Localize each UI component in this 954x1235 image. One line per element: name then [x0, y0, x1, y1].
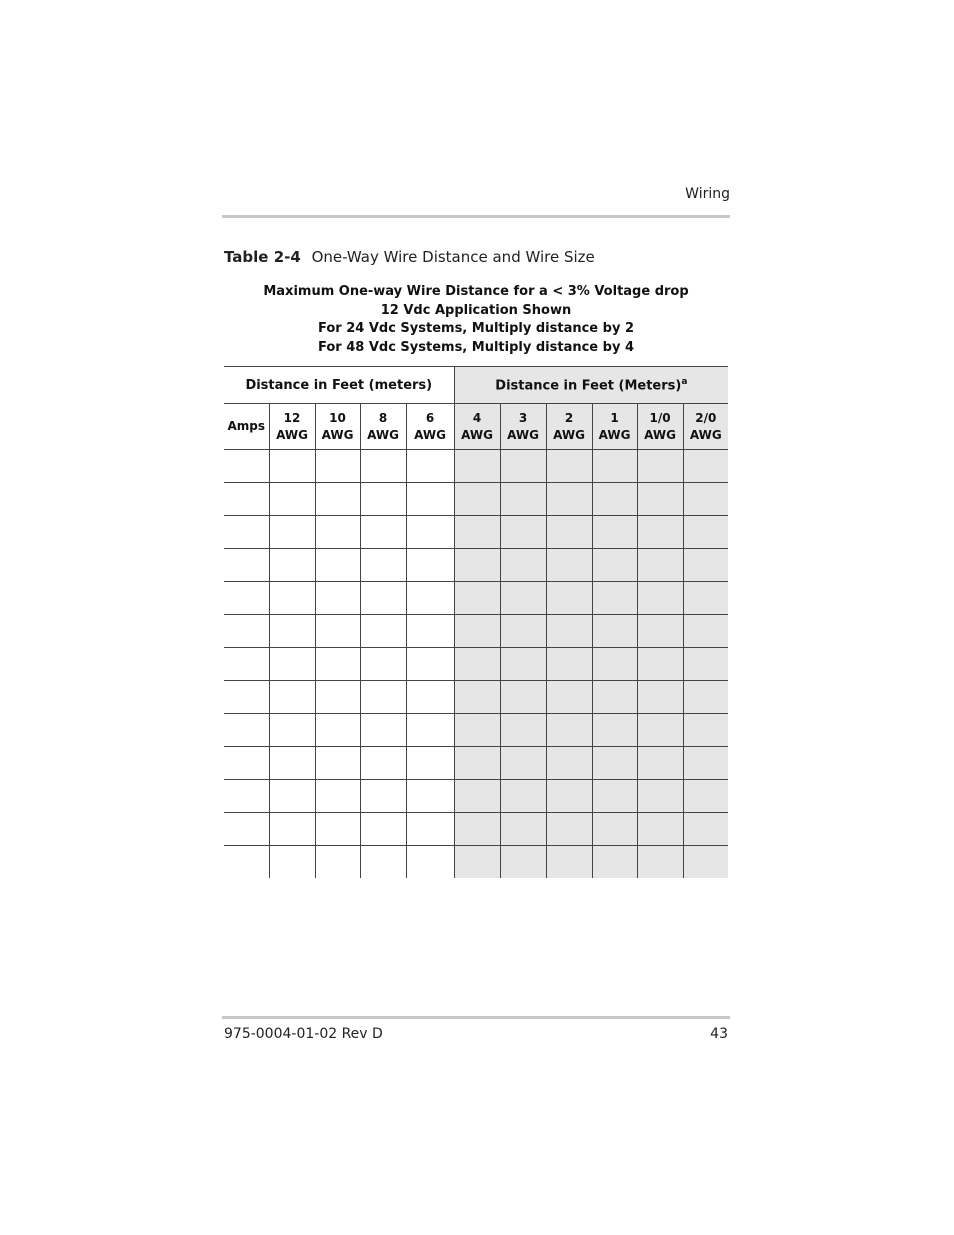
- wire-size-header: [269, 404, 315, 450]
- wire-size-header: [406, 404, 454, 450]
- table-row: [224, 615, 728, 648]
- distance-cell: [360, 681, 406, 714]
- table-caption-title: One-Way Wire Distance and Wire Size: [311, 248, 595, 266]
- distance-cell: [315, 846, 360, 879]
- wire-size-gauge: 3: [518, 410, 528, 425]
- wire-size-header: [454, 404, 500, 450]
- distance-cell: [637, 846, 683, 879]
- distance-cell: [269, 780, 315, 813]
- distance-cell: [406, 483, 454, 516]
- distance-cell: [315, 714, 360, 747]
- table-row: [224, 813, 728, 846]
- distance-cell: [269, 615, 315, 648]
- distance-cell: [592, 615, 637, 648]
- wire-size-gauge: 4: [472, 410, 482, 425]
- distance-cell: [637, 483, 683, 516]
- distance-cell: [269, 450, 315, 483]
- amps-cell: [224, 450, 269, 483]
- wire-size-header: [360, 404, 406, 450]
- distance-cell: [500, 714, 546, 747]
- table-row: [224, 747, 728, 780]
- distance-cell: [637, 813, 683, 846]
- wire-size-gauge: 1: [610, 410, 619, 425]
- wire-size-unit: AWG: [367, 427, 399, 442]
- distance-cell: [454, 747, 500, 780]
- distance-cell: [315, 780, 360, 813]
- distance-cell: [500, 549, 546, 582]
- amps-cell: [224, 747, 269, 780]
- table-note: For 48 Vdc Systems, Multiply distance by 4: [317, 340, 634, 356]
- wire-size-header: [637, 404, 683, 450]
- distance-cell: [454, 483, 500, 516]
- distance-cell: [500, 483, 546, 516]
- distance-cell: [269, 582, 315, 615]
- distance-cell: [500, 582, 546, 615]
- distance-cell: [454, 648, 500, 681]
- distance-cell: [269, 846, 315, 879]
- distance-cell: [637, 780, 683, 813]
- group-header-left: Distance in Feet (meters): [224, 367, 454, 404]
- distance-cell: [683, 747, 728, 780]
- distance-cell: [315, 747, 360, 780]
- distance-cell: [406, 813, 454, 846]
- distance-cell: [315, 615, 360, 648]
- table-row: [224, 780, 728, 813]
- distance-cell: [592, 681, 637, 714]
- wire-size-gauge: 6: [425, 410, 435, 425]
- distance-cell: [454, 615, 500, 648]
- distance-cell: [500, 813, 546, 846]
- distance-cell: [500, 747, 546, 780]
- distance-cell: [360, 846, 406, 879]
- table-row: [224, 516, 728, 549]
- distance-cell: [360, 483, 406, 516]
- table-row: [224, 846, 728, 879]
- distance-cell: [683, 714, 728, 747]
- amps-cell: [224, 483, 269, 516]
- wire-size-unit: AWG: [507, 427, 539, 442]
- distance-cell: [406, 747, 454, 780]
- distance-cell: [683, 582, 728, 615]
- wire-size-unit: AWG: [644, 427, 676, 442]
- distance-cell: [637, 516, 683, 549]
- distance-cell: [454, 846, 500, 879]
- amps-cell: [224, 846, 269, 879]
- table-row: [224, 483, 728, 516]
- wire-size-unit: AWG: [276, 427, 308, 442]
- distance-cell: [500, 648, 546, 681]
- distance-cell: [683, 516, 728, 549]
- distance-cell: [683, 846, 728, 879]
- distance-cell: [546, 483, 592, 516]
- distance-cell: [546, 714, 592, 747]
- distance-cell: [454, 813, 500, 846]
- distance-cell: [454, 516, 500, 549]
- distance-cell: [683, 615, 728, 648]
- amps-cell: [224, 780, 269, 813]
- distance-cell: [269, 714, 315, 747]
- distance-cell: [406, 549, 454, 582]
- distance-cell: [269, 813, 315, 846]
- distance-cell: [592, 648, 637, 681]
- distance-cell: [360, 516, 406, 549]
- distance-cell: [454, 780, 500, 813]
- distance-cell: [315, 582, 360, 615]
- distance-cell: [546, 747, 592, 780]
- table-notes: [224, 283, 728, 358]
- distance-cell: [360, 648, 406, 681]
- distance-cell: [269, 549, 315, 582]
- table-row: [224, 450, 728, 483]
- page-number: 43: [710, 1026, 728, 1042]
- distance-cell: [269, 648, 315, 681]
- distance-cell: [454, 549, 500, 582]
- group-header-right: [454, 367, 728, 404]
- distance-cell: [546, 516, 592, 549]
- wire-size-unit: AWG: [321, 427, 354, 442]
- distance-cell: [315, 549, 360, 582]
- wire-size-header: [592, 404, 637, 450]
- table-caption: [224, 248, 595, 266]
- distance-cell: [360, 714, 406, 747]
- distance-cell: [546, 450, 592, 483]
- distance-cell: [683, 450, 728, 483]
- distance-cell: [500, 846, 546, 879]
- distance-cell: [269, 516, 315, 549]
- table-row: [224, 582, 728, 615]
- amps-cell: [224, 648, 269, 681]
- distance-cell: [406, 582, 454, 615]
- wire-size-header: [546, 404, 592, 450]
- wire-size-unit: AWG: [461, 427, 493, 442]
- distance-cell: [592, 450, 637, 483]
- distance-cell: [500, 516, 546, 549]
- wire-size-unit: AWG: [553, 427, 585, 442]
- wire-size-unit: AWG: [689, 427, 722, 442]
- distance-cell: [500, 615, 546, 648]
- distance-cell: [546, 615, 592, 648]
- distance-cell: [454, 450, 500, 483]
- amps-cell: [224, 681, 269, 714]
- wire-size-header: [315, 404, 360, 450]
- distance-cell: [500, 780, 546, 813]
- distance-cell: [500, 450, 546, 483]
- distance-cell: [315, 450, 360, 483]
- distance-cell: [406, 648, 454, 681]
- group-header-right-label: Distance in Feet (Meters): [495, 378, 682, 394]
- distance-cell: [406, 681, 454, 714]
- distance-cell: [546, 648, 592, 681]
- distance-cell: [592, 813, 637, 846]
- table-row: [224, 549, 728, 582]
- table-note: Maximum One-way Wire Distance for a < 3% Voltage drop: [263, 284, 689, 299]
- distance-cell: [683, 648, 728, 681]
- amps-cell: [224, 582, 269, 615]
- distance-cell: [592, 549, 637, 582]
- distance-cell: [592, 714, 637, 747]
- distance-cell: [406, 714, 454, 747]
- table-row: [224, 681, 728, 714]
- distance-cell: [637, 582, 683, 615]
- distance-cell: [546, 780, 592, 813]
- distance-cell: [360, 549, 406, 582]
- distance-cell: [360, 615, 406, 648]
- header-rule: [222, 215, 730, 218]
- wire-size-gauge: 10: [329, 410, 346, 425]
- distance-cell: [637, 549, 683, 582]
- distance-cell: [637, 681, 683, 714]
- distance-cell: [360, 747, 406, 780]
- distance-cell: [637, 714, 683, 747]
- document-number: 975-0004-01-02 Rev D: [224, 1026, 383, 1042]
- distance-cell: [683, 681, 728, 714]
- distance-cell: [360, 450, 406, 483]
- distance-cell: [269, 747, 315, 780]
- distance-cell: [637, 747, 683, 780]
- wire-size-gauge: 12: [283, 410, 301, 425]
- distance-cell: [592, 483, 637, 516]
- distance-cell: [406, 450, 454, 483]
- distance-cell: [315, 483, 360, 516]
- amps-cell: [224, 549, 269, 582]
- distance-cell: [592, 780, 637, 813]
- distance-cell: [360, 813, 406, 846]
- footnote-marker: a: [681, 376, 688, 387]
- distance-cell: [454, 681, 500, 714]
- distance-cell: [406, 615, 454, 648]
- distance-cell: [315, 516, 360, 549]
- table-note: For 24 Vdc Systems, Multiply distance by 2: [317, 321, 634, 337]
- distance-cell: [546, 813, 592, 846]
- distance-cell: [269, 483, 315, 516]
- distance-cell: [546, 582, 592, 615]
- wire-size-gauge: 2: [564, 410, 574, 425]
- distance-cell: [592, 747, 637, 780]
- amps-cell: [224, 615, 269, 648]
- distance-cell: [315, 681, 360, 714]
- distance-cell: [315, 813, 360, 846]
- distance-cell: [592, 516, 637, 549]
- wire-size-unit: AWG: [598, 427, 631, 442]
- distance-cell: [683, 813, 728, 846]
- distance-cell: [683, 780, 728, 813]
- amps-cell: [224, 813, 269, 846]
- distance-cell: [683, 483, 728, 516]
- distance-cell: [406, 780, 454, 813]
- distance-cell: [592, 582, 637, 615]
- distance-cell: [360, 582, 406, 615]
- table-row: [224, 714, 728, 747]
- table-note: 12 Vdc Application Shown: [380, 302, 572, 318]
- running-header: Wiring: [685, 186, 730, 202]
- table-row: [224, 648, 728, 681]
- wire-size-unit: AWG: [414, 427, 446, 442]
- wire-size-header: [500, 404, 546, 450]
- wire-size-gauge: 1/0: [649, 410, 671, 425]
- distance-cell: [454, 582, 500, 615]
- wire-size-gauge: 2/0: [695, 410, 717, 425]
- wire-size-header: [683, 404, 728, 450]
- distance-cell: [546, 846, 592, 879]
- distance-cell: [500, 681, 546, 714]
- distance-cell: [406, 846, 454, 879]
- distance-cell: [269, 681, 315, 714]
- wire-size-gauge: 8: [378, 410, 388, 425]
- distance-cell: [315, 648, 360, 681]
- distance-cell: [637, 648, 683, 681]
- footer-rule: [222, 1016, 730, 1019]
- distance-cell: [637, 450, 683, 483]
- amps-cell: [224, 714, 269, 747]
- wire-distance-table: [224, 366, 728, 878]
- distance-cell: [360, 780, 406, 813]
- distance-cell: [683, 549, 728, 582]
- distance-cell: [454, 714, 500, 747]
- table-caption-label: Table 2-4: [224, 248, 301, 266]
- amps-cell: [224, 516, 269, 549]
- distance-cell: [592, 846, 637, 879]
- amps-header: Amps: [224, 404, 269, 450]
- distance-cell: [406, 516, 454, 549]
- distance-cell: [546, 549, 592, 582]
- distance-cell: [637, 615, 683, 648]
- distance-cell: [546, 681, 592, 714]
